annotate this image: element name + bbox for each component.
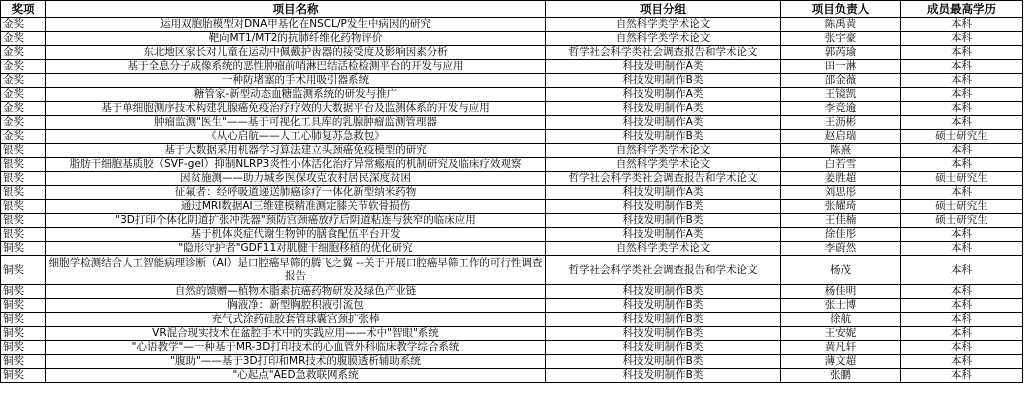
table-row: [1, 144, 1023, 158]
table-row: [1, 200, 1023, 214]
project-name-cell: VR混合现实技术在盆腔手术中的实践应用——术中"智眼"系统: [46, 327, 546, 341]
project-group-cell: 科技发明制作A类: [546, 186, 781, 200]
header-project-name: 项目名称: [46, 1, 546, 18]
award-cell: 金奖: [1, 46, 46, 60]
table-row: [1, 130, 1023, 144]
leader-cell: 刘思彤: [781, 186, 901, 200]
table-row: [1, 214, 1023, 228]
leader-cell: 邵金薇: [781, 74, 901, 88]
table-row: [1, 172, 1023, 186]
project-name-cell: 靶向MT1/MT2的抗肺纤维化药物评价: [46, 32, 546, 46]
award-cell: 铜奖: [1, 341, 46, 355]
table-row: [1, 46, 1023, 60]
header-award: 奖项: [1, 1, 46, 18]
project-group-cell: 科技发明制作B类: [546, 313, 781, 327]
table-row: [1, 102, 1023, 116]
degree-cell: 硕士研究生: [901, 130, 1023, 144]
header-project-group: 项目分组: [546, 1, 781, 18]
project-name-cell: 因贫施测——助力城乡医保攻克农村居民深度贫困: [46, 172, 546, 186]
award-cell: 金奖: [1, 18, 46, 32]
degree-cell: 硕士研究生: [901, 200, 1023, 214]
award-cell: 金奖: [1, 32, 46, 46]
award-cell: 铜奖: [1, 369, 46, 383]
table-row: [1, 186, 1023, 200]
leader-cell: 陈禹黄: [781, 18, 901, 32]
leader-cell: 姜胜超: [781, 172, 901, 186]
project-name-cell: 运用双胞胎模型对DNA甲基化在NSCL/P发生中病因的研究: [46, 18, 546, 32]
leader-cell: 王沥彬: [781, 116, 901, 130]
leader-cell: 赵启瑞: [781, 130, 901, 144]
award-cell: 金奖: [1, 60, 46, 74]
project-name-cell: 细胞学检测结合人工智能病理诊断（AI）是口腔癌早筛的腾飞之翼 --关于开展口腔癌早筛工作的可行性调查报告: [46, 256, 546, 285]
award-cell: 银奖: [1, 144, 46, 158]
award-cell: 金奖: [1, 116, 46, 130]
project-name-cell: "腹助"——基于3D打印和MR技术的腹膜透析辅助系统: [46, 355, 546, 369]
leader-cell: 白若雪: [781, 158, 901, 172]
degree-cell: 本科: [901, 46, 1023, 60]
project-group-cell: 科技发明制作B类: [546, 341, 781, 355]
degree-cell: 本科: [901, 74, 1023, 88]
table-row: [1, 74, 1023, 88]
project-name-cell: 东北地区家长对儿童在运动中佩戴护齿器的接受度及影响因素分析: [46, 46, 546, 60]
project-name-cell: 充气式涂药硅胶套管球囊宫颈扩张棒: [46, 313, 546, 327]
project-name-cell: "隐形守护者"GDF11对肌腱干细胞移植的优化研究: [46, 242, 546, 256]
degree-cell: 本科: [901, 102, 1023, 116]
degree-cell: 本科: [901, 18, 1023, 32]
table-row: [1, 313, 1023, 327]
degree-cell: 本科: [901, 327, 1023, 341]
leader-cell: 田一淋: [781, 60, 901, 74]
table-row: [1, 341, 1023, 355]
project-group-cell: 哲学社会科学类社会调查报告和学术论文: [546, 172, 781, 186]
leader-cell: 张鹏: [781, 369, 901, 383]
degree-cell: 硕士研究生: [901, 214, 1023, 228]
award-cell: 铜奖: [1, 242, 46, 256]
project-name-cell: 基于机体炎症代谢生物钟的膳食配伍平台开发: [46, 228, 546, 242]
degree-cell: 本科: [901, 144, 1023, 158]
project-name-cell: 肿瘤监测"医生"——基于可视化工具库的乳腺肿瘤监测管理器: [46, 116, 546, 130]
award-cell: 金奖: [1, 74, 46, 88]
degree-cell: 本科: [901, 228, 1023, 242]
leader-cell: 薄文超: [781, 355, 901, 369]
project-name-cell: 基于全息分子成像系统的恶性肿瘤前哨淋巴结活检检测平台的开发与应用: [46, 60, 546, 74]
degree-cell: 本科: [901, 369, 1023, 383]
project-name-cell: 脂肪干细胞基质胶（SVF-gel）抑制NLRP3炎性小体活化治疗异常瘢痕的机制研究及临床疗效观察: [46, 158, 546, 172]
leader-cell: 张士博: [781, 299, 901, 313]
award-cell: 铜奖: [1, 299, 46, 313]
table-row: [1, 88, 1023, 102]
leader-cell: 王安妮: [781, 327, 901, 341]
project-name-cell: "3D打印个体化阴道扩张冲洗器"预防宫颈癌放疗后阴道粘连与狭窄的临床应用: [46, 214, 546, 228]
table-row: [1, 60, 1023, 74]
project-name-cell: 糖管家-新型动态血糖监测系统的研发与推广: [46, 88, 546, 102]
project-group-cell: 科技发明制作B类: [546, 369, 781, 383]
award-cell: 铜奖: [1, 256, 46, 285]
table-row: [1, 256, 1023, 285]
leader-cell: 王镜凯: [781, 88, 901, 102]
award-cell: 银奖: [1, 172, 46, 186]
table-row: [1, 369, 1023, 383]
award-cell: 银奖: [1, 214, 46, 228]
leader-cell: 王佳楠: [781, 214, 901, 228]
leader-cell: 黄凡轩: [781, 341, 901, 355]
award-cell: 铜奖: [1, 313, 46, 327]
leader-cell: 杨茂: [781, 256, 901, 285]
degree-cell: 本科: [901, 32, 1023, 46]
degree-cell: 本科: [901, 88, 1023, 102]
degree-cell: 本科: [901, 256, 1023, 285]
table-row: [1, 32, 1023, 46]
project-name-cell: "心语教学"—一种基于MR-3D打印技术的心血管外科临床教学综合系统: [46, 341, 546, 355]
table-row: [1, 18, 1023, 32]
leader-cell: 李蔚然: [781, 242, 901, 256]
award-cell: 金奖: [1, 88, 46, 102]
degree-cell: 本科: [901, 341, 1023, 355]
project-name-cell: 自然的馈赠—植物木脂素抗癌药物研发及绿色产业链: [46, 285, 546, 299]
leader-cell: 张耀琦: [781, 200, 901, 214]
project-name-cell: 《从心启航——人工心肺复苏急救包》: [46, 130, 546, 144]
project-name-cell: "心起点"AED急救联网系统: [46, 369, 546, 383]
award-cell: 银奖: [1, 200, 46, 214]
degree-cell: 本科: [901, 313, 1023, 327]
table-row: [1, 242, 1023, 256]
project-group-cell: 科技发明制作B类: [546, 327, 781, 341]
project-name-cell: 通过MRI数据AI三维建模精准测定膝关节软骨损伤: [46, 200, 546, 214]
project-group-cell: 科技发明制作B类: [546, 130, 781, 144]
award-cell: 银奖: [1, 228, 46, 242]
project-group-cell: 科技发明制作B类: [546, 200, 781, 214]
award-cell: 金奖: [1, 102, 46, 116]
award-cell: 铜奖: [1, 355, 46, 369]
table-row: [1, 158, 1023, 172]
degree-cell: 本科: [901, 242, 1023, 256]
degree-cell: 本科: [901, 299, 1023, 313]
project-group-cell: 自然科学类学术论文: [546, 18, 781, 32]
leader-cell: 李竞逾: [781, 102, 901, 116]
table-row: [1, 355, 1023, 369]
degree-cell: 本科: [901, 355, 1023, 369]
project-group-cell: 科技发明制作B类: [546, 285, 781, 299]
leader-cell: 徐航: [781, 313, 901, 327]
project-group-cell: 哲学社会科学类社会调查报告和学术论文: [546, 256, 781, 285]
degree-cell: 本科: [901, 158, 1023, 172]
table-row: [1, 116, 1023, 130]
project-group-cell: 科技发明制作A类: [546, 88, 781, 102]
project-group-cell: 科技发明制作B类: [546, 299, 781, 313]
degree-cell: 本科: [901, 60, 1023, 74]
award-cell: 铜奖: [1, 327, 46, 341]
award-cell: 银奖: [1, 158, 46, 172]
project-group-cell: 自然科学类学术论文: [546, 144, 781, 158]
table-body: [1, 18, 1023, 383]
project-name-cell: 基于单细胞测序技术构建乳腺癌免疫治疗疗效的大数据平台及监测体系的开发与应用: [46, 102, 546, 116]
table-row: [1, 299, 1023, 313]
project-group-cell: 科技发明制作A类: [546, 60, 781, 74]
project-group-cell: 科技发明制作A类: [546, 102, 781, 116]
award-cell: 金奖: [1, 130, 46, 144]
leader-cell: 郭芮瑜: [781, 46, 901, 60]
table-row: [1, 285, 1023, 299]
leader-cell: 张宇豪: [781, 32, 901, 46]
degree-cell: 本科: [901, 116, 1023, 130]
leader-cell: 陈熹: [781, 144, 901, 158]
project-group-cell: 科技发明制作A类: [546, 116, 781, 130]
leader-cell: 杨佳明: [781, 285, 901, 299]
header-degree: 成员最高学历: [901, 1, 1023, 18]
project-group-cell: 科技发明制作A类: [546, 228, 781, 242]
table-row: [1, 327, 1023, 341]
project-group-cell: 科技发明制作B类: [546, 355, 781, 369]
project-name-cell: 征氟者：经呼吸道递送肺癌诊疗一体化新型纳米药物: [46, 186, 546, 200]
project-group-cell: 自然科学类学术论文: [546, 32, 781, 46]
project-group-cell: 科技发明制作B类: [546, 74, 781, 88]
table-row: [1, 228, 1023, 242]
project-group-cell: 自然科学类学术论文: [546, 242, 781, 256]
degree-cell: 本科: [901, 186, 1023, 200]
project-group-cell: 哲学社会科学类社会调查报告和学术论文: [546, 46, 781, 60]
project-name-cell: 基于大数据采用机器学习算法建立头颈癌免疫模型的研究: [46, 144, 546, 158]
project-group-cell: 科技发明制作B类: [546, 214, 781, 228]
header-row: [1, 1, 1023, 18]
project-name-cell: 胸液净：新型胸腔积液引流包: [46, 299, 546, 313]
award-cell: 铜奖: [1, 285, 46, 299]
leader-cell: 徐佳彤: [781, 228, 901, 242]
header-leader: 项目负责人: [781, 1, 901, 18]
project-name-cell: 一种防堵塞的手术用吸引器系统: [46, 74, 546, 88]
project-group-cell: 自然科学类学术论文: [546, 158, 781, 172]
degree-cell: 硕士研究生: [901, 172, 1023, 186]
award-cell: 银奖: [1, 186, 46, 200]
degree-cell: 本科: [901, 285, 1023, 299]
